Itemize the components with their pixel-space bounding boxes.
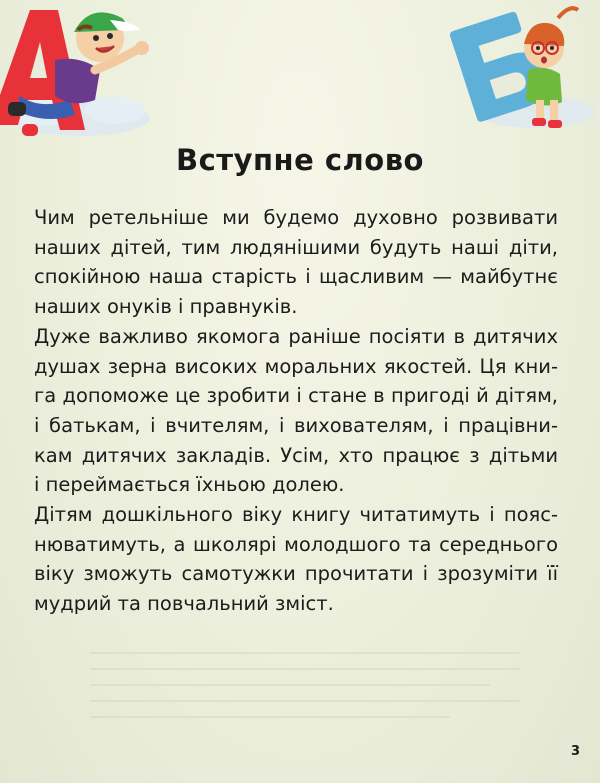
text-line: Дуже важливо якомога раніше посіяти в дитячих <box>34 324 558 348</box>
text-line: наших дітей, тим людянішими будуть наші діти, <box>34 235 558 259</box>
boy-with-letter-a-illustration <box>0 0 160 150</box>
bleed-through-line <box>90 652 520 654</box>
text-line: віку зможуть самотужки прочитати і зрозуміти її <box>34 562 558 586</box>
bleed-through-line <box>90 684 490 686</box>
text-line: мудрий та повчальний зміст. <box>34 592 334 616</box>
text-line: душах зерна високих моральних якостей. Ця кни- <box>34 354 558 378</box>
bleed-through-line <box>90 716 450 718</box>
text-line: га допоможе це зробити і стане в пригоді й дітям, <box>34 384 558 408</box>
page-title: Вступне слово <box>176 143 424 177</box>
text-line: кам дитячих закладів. Усім, хто працює з дітьми <box>34 443 558 467</box>
bleed-through-line <box>90 700 520 702</box>
text-line: і переймається їхньою долею. <box>34 473 345 497</box>
body-text <box>34 203 558 619</box>
girl-with-letter-b-illustration <box>440 0 600 140</box>
text-line: нюватимуть, а школярі молодшого та середнього <box>34 532 558 556</box>
text-line: і батькам, і вчителям, і вихователям, і працівни- <box>34 413 558 437</box>
text-line: Дітям дошкільного віку книгу читатимуть і пояс- <box>34 503 558 527</box>
bleed-through-line <box>90 668 520 670</box>
text-line: наших онуків і правнуків. <box>34 295 298 319</box>
text-line: спокійною наша старість і щасливим — майбутнє <box>34 265 558 289</box>
text-line: Чим ретельніше ми будемо духовно розвивати <box>34 206 558 229</box>
page-number: 3 <box>570 744 580 759</box>
